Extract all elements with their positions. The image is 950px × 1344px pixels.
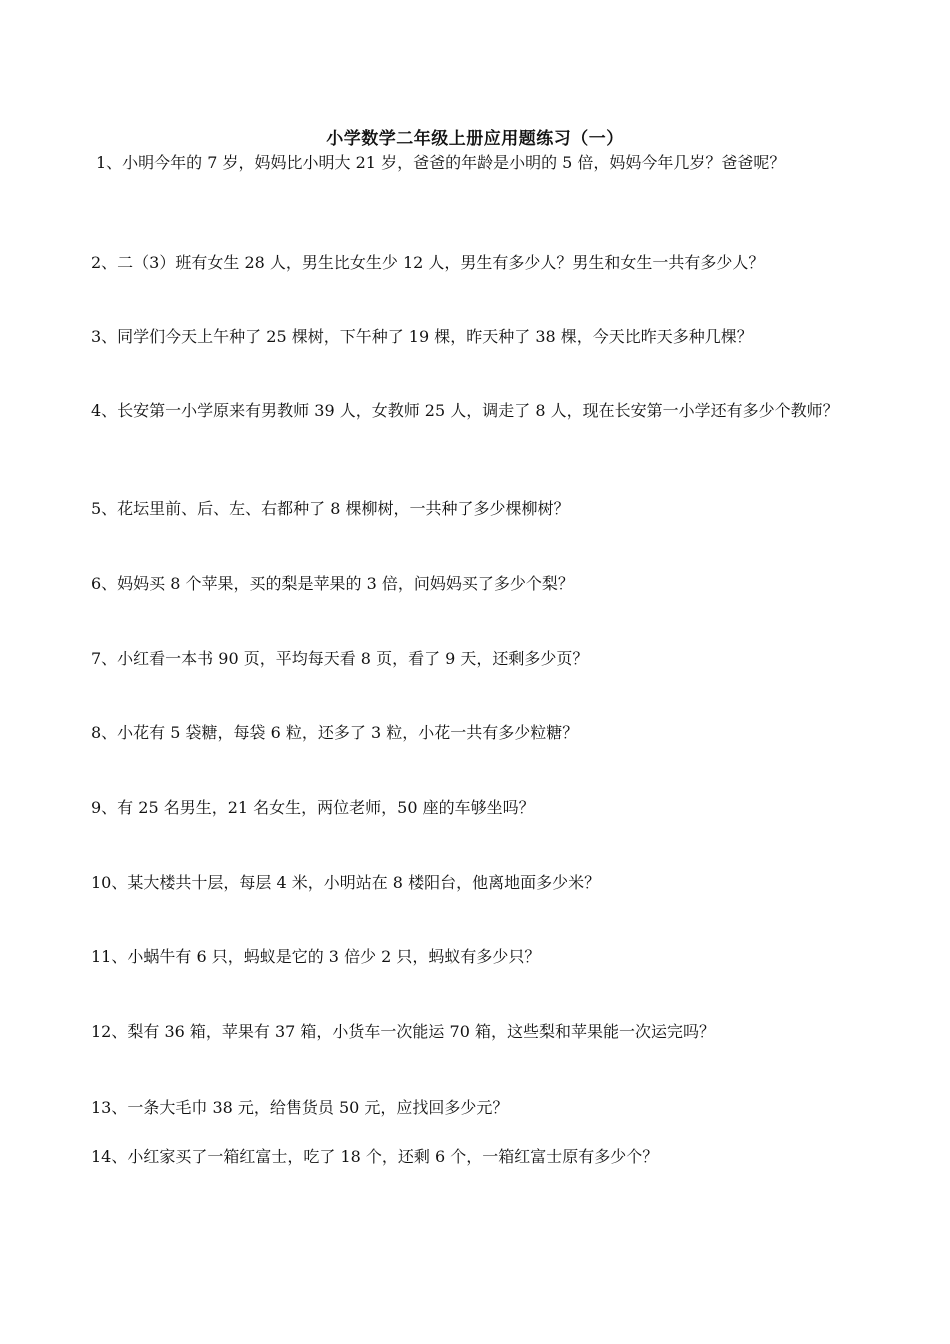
question-9: 9、有 25 名男生，21 名女生，两位老师，50 座的车够坐吗？: [91, 798, 535, 817]
question-7: 7、小红看一本书 90 页，平均每天看 8 页，看了 9 天，还剩多少页？: [91, 649, 589, 668]
question-13: 13、一条大毛巾 38 元，给售货员 50 元，应找回多少元？: [91, 1098, 509, 1117]
question-4: 4、长安第一小学原来有男教师 39 人，女教师 25 人，调走了 8 人，现在长安第一小学还有多少个教师？: [91, 401, 839, 420]
question-10: 10、某大楼共十层，每层 4 米，小明站在 8 楼阳台，他离地面多少米？: [91, 873, 601, 892]
question-6: 6、妈妈买 8 个苹果，买的梨是苹果的 3 倍，问妈妈买了多少个梨？: [91, 574, 574, 593]
question-1: 1、小明今年的 7 岁，妈妈比小明大 21 岁，爸爸的年龄是小明的 5 倍，妈妈今年几岁？爸爸呢？: [96, 153, 786, 172]
question-11: 11、小蜗牛有 6 只，蚂蚁是它的 3 倍少 2 只，蚂蚁有多少只？: [91, 947, 541, 966]
question-8: 8、小花有 5 袋糖，每袋 6 粒，还多了 3 粒，小花一共有多少粒糖？: [91, 723, 579, 742]
page-title: 小学数学二年级上册应用题练习（一）: [326, 129, 624, 149]
question-5: 5、花坛里前、后、左、右都种了 8 棵柳树，一共种了多少棵柳树？: [91, 499, 570, 518]
question-3: 3、同学们今天上午种了 25 棵树，下午种了 19 棵，昨天种了 38 棵，今天比昨天多种几棵？: [91, 327, 753, 346]
question-12: 12、梨有 36 箱，苹果有 37 箱，小货车一次能运 70 箱，这些梨和苹果能一次运完吗？: [91, 1022, 715, 1041]
question-2: 2、二（3）班有女生 28 人，男生比女生少 12 人，男生有多少人？男生和女生一共有多少人？: [91, 253, 765, 272]
question-14: 14、小红家买了一箱红富士，吃了 18 个，还剩 6 个，一箱红富士原有多少个？: [91, 1147, 659, 1166]
